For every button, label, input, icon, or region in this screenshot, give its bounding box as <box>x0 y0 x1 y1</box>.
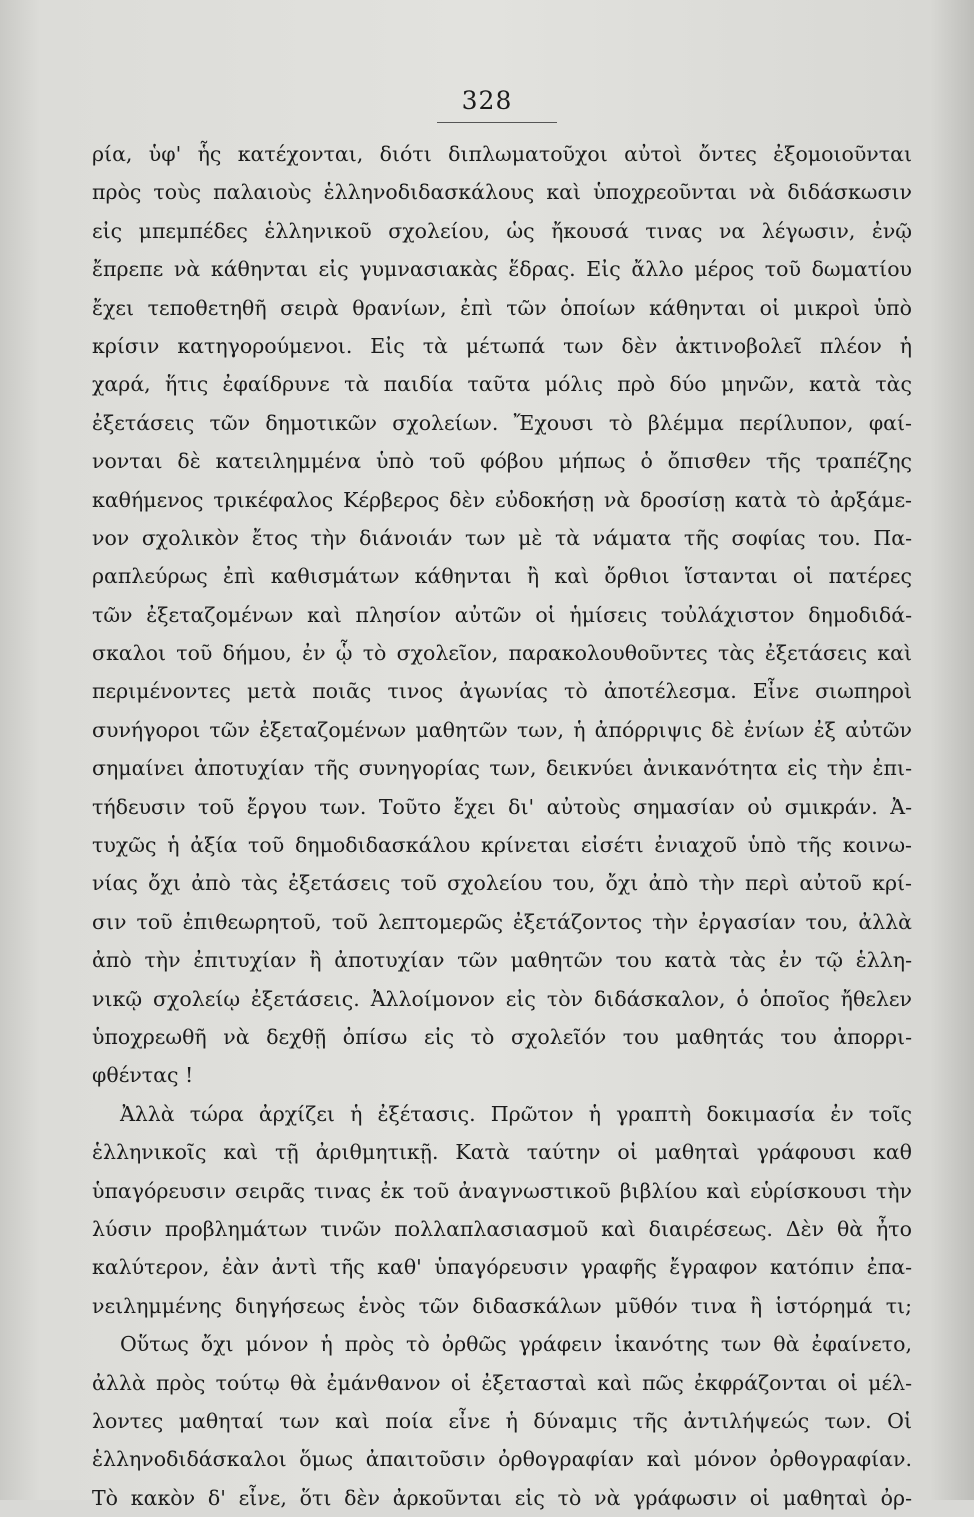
text-line: σκαλοι τοῦ δήμου, ἐν ᾧ τὸ σχολεῖον, παρακολουθοῦντες τὰς ἐξετάσεις καὶ <box>92 641 912 666</box>
text-line: πρὸς τοὺς παλαιοὺς ἑλληνοδιδασκάλους καὶ ὑποχρεοῦνται νὰ διδάσκωσιν <box>92 180 912 205</box>
text-line: ὑποχρεωθῆ νὰ δεχθῇ ὀπίσω εἰς τὸ σχολεῖόν του μαθητάς του ἀπορρι- <box>92 1024 912 1049</box>
text-line: ἀπὸ τὴν ἐπιτυχίαν ἢ ἀποτυχίαν τῶν μαθητῶν του κατὰ τὰς ἐν τῷ ἑλλη- <box>92 948 912 973</box>
text-line: νον σχολικὸν ἔτος τὴν διάνοιάν των μὲ τὰ νάματα τῆς σοφίας του. Πα- <box>92 525 912 550</box>
text-line: ἔχει τεποθετηθῆ σειρὰ θρανίων, ἐπὶ τῶν ὁποίων κάθηνται οἱ μικροὶ ὑπὸ <box>92 295 912 320</box>
paragraph-end-line: φθέντας ! <box>92 1063 194 1088</box>
text-line: ρία, ὑφ' ἧς κατέχονται, διότι διπλωματοῦχοι αὐτοὶ ὄντες ἐξομοιοῦνται <box>92 142 912 166</box>
text-line: κρίσιν κατηγορούμενοι. Εἰς τὰ μέτωπά των δὲν ἀκτινοβολεῖ πλέον ἡ <box>92 333 912 358</box>
text-line: ἔπρεπε νὰ κάθηνται εἰς γυμνασιακὰς ἕδρας. Εἰς ἄλλο μέρος τοῦ δωματίου <box>92 257 912 282</box>
text-line: τήδευσιν τοῦ ἔργου των. Τοῦτο ἔχει δι' αὐτοὺς σημασίαν οὐ σμικράν. Ἀ- <box>92 794 912 819</box>
text-line: νονται δὲ κατειλημμένα ὑπὸ τοῦ φόβου μήπως ὁ ὄπισθεν τῆς τραπέζης <box>92 449 912 474</box>
text-line: καλύτερον, ἐὰν ἀντὶ τῆς καθ' ὑπαγόρευσιν γραφῆς ἔγραφον κατόπιν ἐπα- <box>92 1255 912 1280</box>
text-line: σιν τοῦ ἐπιθεωρητοῦ, τοῦ λεπτομερῶς ἐξετάζοντος τὴν ἐργασίαν του, ἀλλὰ <box>92 909 912 934</box>
text-line: ἑλληνικοῖς καὶ τῇ ἀριθμητικῇ. Κατὰ ταύτην οἱ μαθηταὶ γράφουσι καθ <box>92 1140 912 1165</box>
text-line: ὑπαγόρευσιν σειρᾶς τινας ἐκ τοῦ ἀναγνωστικοῦ βιβλίου καὶ εὑρίσκουσι τὴν <box>92 1178 912 1203</box>
text-line: ραπλεύρως ἐπὶ καθισμάτων κάθηνται ἢ καὶ ὄρθιοι ἵστανται οἱ πατέρες <box>92 564 912 589</box>
text-line: τῶν ἐξεταζομένων καὶ πλησίον αὐτῶν οἱ ἡμίσεις τοὐλάχιστον δημοδιδά- <box>92 602 912 627</box>
page-number: 328 <box>461 86 513 115</box>
text-line: χαρά, ἥτις ἐφαίδρυνε τὰ παιδία ταῦτα μόλις πρὸ δύο μηνῶν, κατὰ τὰς <box>92 372 912 397</box>
text-line: Τὸ κακὸν δ' εἶνε, ὅτι δὲν ἀρκοῦνται εἰς τὸ νὰ γράφωσιν οἱ μαθηταὶ ὀρ- <box>92 1485 912 1510</box>
text-line: περιμένοντες μετὰ ποιᾶς τινος ἀγωνίας τὸ ἀποτέλεσμα. Εἶνε σιωπηροὶ <box>92 679 912 704</box>
text-line: εἰς μπεμπέδες ἑλληνικοῦ σχολείου, ὡς ἤκουσά τινας να λέγωσιν, ἐνῷ <box>92 218 912 243</box>
text-line: συνήγοροι τῶν ἐξεταζομένων μαθητῶν των, ἡ ἀπόρριψις δὲ ἐνίων ἐξ αὐτῶν <box>92 717 912 742</box>
text-line: καθήμενος τρικέφαλος Κέρβερος δὲν εὐδοκήσῃ νὰ δροσίσῃ κατὰ τὸ ἀρξάμε- <box>92 487 912 512</box>
text-line: ἑλληνοδιδάσκαλοι ὅμως ἀπαιτοῦσιν ὀρθογραφίαν καὶ μόνον ὀρθογραφίαν. <box>92 1447 912 1472</box>
text-line: ἐξετάσεις τῶν δημοτικῶν σχολείων. Ἔχουσι τὸ βλέμμα περίλυπον, φαί- <box>92 410 912 435</box>
text-line: νικῷ σχολείῳ ἐξετάσεις. Ἀλλοίμονον εἰς τὸν διδάσκαλον, ὁ ὁποῖος ἤθελεν <box>92 986 912 1011</box>
text-line: νίας ὄχι ἀπὸ τὰς ἐξετάσεις τοῦ σχολείου του, ὄχι ἀπὸ τὴν περὶ αὐτοῦ κρί- <box>92 871 912 896</box>
paragraph-start-line: Ἀλλὰ τώρα ἀρχίζει ἡ ἐξέτασις. Πρῶτον ἡ γραπτὴ δοκιμασία ἐν τοῖς <box>120 1101 912 1126</box>
text-line: λοντες μαθηταί των καὶ ποία εἶνε ἡ δύναμις τῆς ἀντιλήψεώς των. Οἱ <box>92 1408 912 1433</box>
body-text <box>92 135 912 1517</box>
text-line: ἀλλὰ πρὸς τούτῳ θὰ ἐμάνθανον οἱ ἐξετασταὶ καὶ πῶς ἐκφράζονται οἱ μέλ- <box>92 1370 912 1395</box>
text-line: σημαίνει ἀποτυχίαν τῆς συνηγορίας των, δεικνύει ἀνικανότητα εἰς τὴν ἐπι- <box>92 756 912 781</box>
text-line: νειλημμένης διηγήσεως ἑνὸς τῶν διδασκάλων μῦθόν τινα ἢ ἱστόρημά τι; <box>92 1293 912 1318</box>
header-rule <box>437 122 557 123</box>
text-line: τυχῶς ἡ ἀξία τοῦ δημοδιδασκάλου κρίνεται εἰσέτι ἐνιαχοῦ ὑπὸ τῆς κοινω- <box>92 833 912 858</box>
text-line: λύσιν προβλημάτων τινῶν πολλαπλασιασμοῦ καὶ διαιρέσεως. Δὲν θὰ ἦτο <box>92 1216 912 1241</box>
paragraph-start-line: Οὕτως ὄχι μόνον ἡ πρὸς τὸ ὀρθῶς γράφειν ἱκανότης των θὰ ἐφαίνετο, <box>120 1332 912 1357</box>
